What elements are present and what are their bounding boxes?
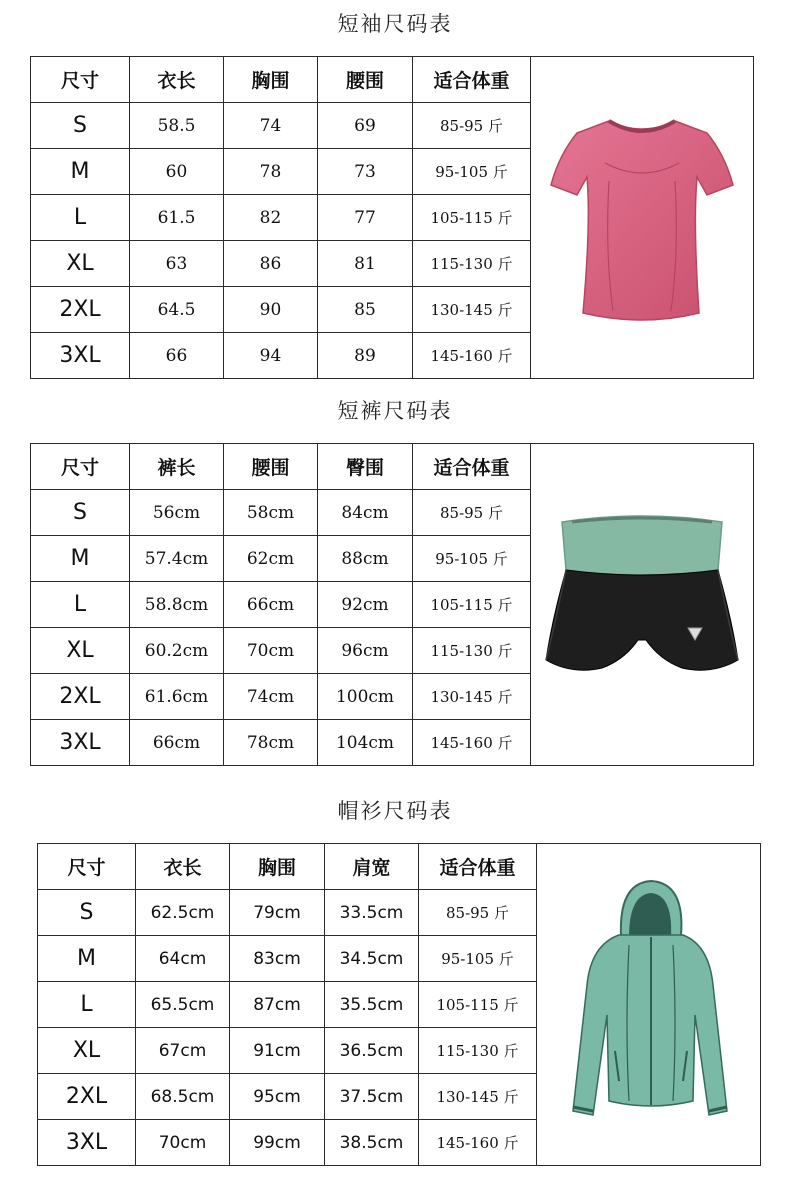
waist-cell: 77 <box>318 195 413 241</box>
header-size: 尺寸 <box>38 844 136 890</box>
size-cell: 2XL <box>31 287 130 333</box>
size-cell: S <box>31 103 130 149</box>
black-shorts-icon <box>542 510 742 700</box>
size-cell: 3XL <box>38 1120 136 1166</box>
size-cell: L <box>31 195 130 241</box>
size-cell: S <box>38 890 136 936</box>
length-cell: 62.5cm <box>136 890 230 936</box>
size-cell: L <box>38 982 136 1028</box>
length-cell: 66cm <box>130 720 224 766</box>
tshirt-size-table <box>30 56 754 379</box>
header-hip: 臀围 <box>318 444 413 490</box>
weight-cell: 105-115 斤 <box>413 195 531 241</box>
table-header-row <box>38 844 761 890</box>
length-cell: 65.5cm <box>136 982 230 1028</box>
hoodie-size-table <box>37 843 761 1166</box>
hip-cell: 84cm <box>318 490 413 536</box>
weight-cell: 85-95 斤 <box>413 103 531 149</box>
chest-cell: 95cm <box>230 1074 325 1120</box>
chest-cell: 79cm <box>230 890 325 936</box>
weight-cell: 145-160 斤 <box>413 333 531 379</box>
waist-cell: 73 <box>318 149 413 195</box>
shoulder-cell: 33.5cm <box>325 890 419 936</box>
shoulder-cell: 37.5cm <box>325 1074 419 1120</box>
weight-cell: 145-160 斤 <box>413 720 531 766</box>
shoulder-cell: 38.5cm <box>325 1120 419 1166</box>
length-cell: 61.6cm <box>130 674 224 720</box>
size-cell: M <box>31 536 130 582</box>
shorts-size-table <box>30 443 754 766</box>
shorts-image-cell <box>531 444 754 766</box>
chest-cell: 74 <box>224 103 318 149</box>
chest-cell: 94 <box>224 333 318 379</box>
weight-cell: 105-115 斤 <box>413 582 531 628</box>
waist-cell: 69 <box>318 103 413 149</box>
waist-cell: 81 <box>318 241 413 287</box>
weight-cell: 130-145 斤 <box>413 674 531 720</box>
weight-cell: 115-130 斤 <box>413 241 531 287</box>
table-header-row <box>31 444 754 490</box>
waist-cell: 74cm <box>224 674 318 720</box>
weight-cell: 130-145 斤 <box>419 1074 537 1120</box>
hip-cell: 88cm <box>318 536 413 582</box>
tshirt-size-chart-title: 短袖尺码表 <box>337 12 453 36</box>
header-waist: 腰围 <box>224 444 318 490</box>
shoulder-cell: 34.5cm <box>325 936 419 982</box>
weight-cell: 95-105 斤 <box>419 936 537 982</box>
header-length: 裤长 <box>130 444 224 490</box>
size-cell: 3XL <box>31 333 130 379</box>
length-cell: 60.2cm <box>130 628 224 674</box>
weight-cell: 95-105 斤 <box>413 149 531 195</box>
size-cell: 2XL <box>38 1074 136 1120</box>
length-cell: 64cm <box>136 936 230 982</box>
waist-cell: 89 <box>318 333 413 379</box>
header-waist: 腰围 <box>318 57 413 103</box>
hip-cell: 104cm <box>318 720 413 766</box>
length-cell: 58.8cm <box>130 582 224 628</box>
chest-cell: 99cm <box>230 1120 325 1166</box>
hip-cell: 96cm <box>318 628 413 674</box>
header-size: 尺寸 <box>31 57 130 103</box>
size-cell: 2XL <box>31 674 130 720</box>
tshirt-image-cell <box>531 57 754 379</box>
header-weight: 适合体重 <box>419 844 537 890</box>
shorts-size-chart-title: 短裤尺码表 <box>337 399 453 423</box>
shoulder-cell: 35.5cm <box>325 982 419 1028</box>
size-cell: XL <box>31 241 130 287</box>
waist-cell: 62cm <box>224 536 318 582</box>
waist-cell: 58cm <box>224 490 318 536</box>
weight-cell: 115-130 斤 <box>413 628 531 674</box>
waist-cell: 85 <box>318 287 413 333</box>
waist-cell: 78cm <box>224 720 318 766</box>
length-cell: 57.4cm <box>130 536 224 582</box>
hoodie-size-chart-title: 帽衫尺码表 <box>337 799 453 823</box>
table-header-row <box>31 57 754 103</box>
hip-cell: 92cm <box>318 582 413 628</box>
header-chest: 胸围 <box>230 844 325 890</box>
hip-cell: 100cm <box>318 674 413 720</box>
length-cell: 68.5cm <box>136 1074 230 1120</box>
chest-cell: 87cm <box>230 982 325 1028</box>
chest-cell: 91cm <box>230 1028 325 1074</box>
length-cell: 61.5 <box>130 195 224 241</box>
hoodie-image-cell <box>537 844 761 1166</box>
header-size: 尺寸 <box>31 444 130 490</box>
header-length: 衣长 <box>136 844 230 890</box>
length-cell: 63 <box>130 241 224 287</box>
size-cell: 3XL <box>31 720 130 766</box>
weight-cell: 85-95 斤 <box>413 490 531 536</box>
chest-cell: 78 <box>224 149 318 195</box>
weight-cell: 145-160 斤 <box>419 1120 537 1166</box>
length-cell: 56cm <box>130 490 224 536</box>
header-weight: 适合体重 <box>413 444 531 490</box>
weight-cell: 95-105 斤 <box>413 536 531 582</box>
chest-cell: 86 <box>224 241 318 287</box>
pink-tshirt-icon <box>547 103 737 333</box>
header-weight: 适合体重 <box>413 57 531 103</box>
chest-cell: 83cm <box>230 936 325 982</box>
green-hoodie-icon <box>559 875 739 1135</box>
header-shoulder: 肩宽 <box>325 844 419 890</box>
shoulder-cell: 36.5cm <box>325 1028 419 1074</box>
length-cell: 67cm <box>136 1028 230 1074</box>
weight-cell: 105-115 斤 <box>419 982 537 1028</box>
size-cell: XL <box>31 628 130 674</box>
size-cell: M <box>31 149 130 195</box>
size-cell: S <box>31 490 130 536</box>
length-cell: 64.5 <box>130 287 224 333</box>
length-cell: 70cm <box>136 1120 230 1166</box>
header-length: 衣长 <box>130 57 224 103</box>
weight-cell: 115-130 斤 <box>419 1028 537 1074</box>
length-cell: 58.5 <box>130 103 224 149</box>
weight-cell: 85-95 斤 <box>419 890 537 936</box>
header-chest: 胸围 <box>224 57 318 103</box>
size-cell: M <box>38 936 136 982</box>
length-cell: 66 <box>130 333 224 379</box>
chest-cell: 90 <box>224 287 318 333</box>
size-cell: L <box>31 582 130 628</box>
waist-cell: 66cm <box>224 582 318 628</box>
length-cell: 60 <box>130 149 224 195</box>
waist-cell: 70cm <box>224 628 318 674</box>
size-cell: XL <box>38 1028 136 1074</box>
weight-cell: 130-145 斤 <box>413 287 531 333</box>
chest-cell: 82 <box>224 195 318 241</box>
